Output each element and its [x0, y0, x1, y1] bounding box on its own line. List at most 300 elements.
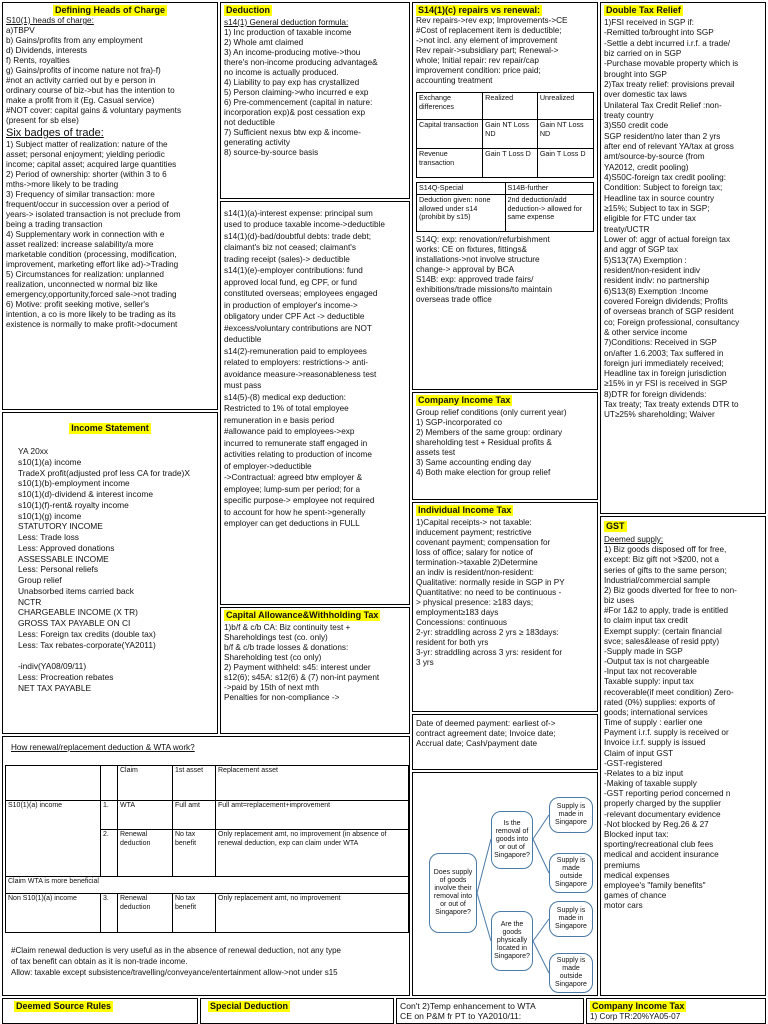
text-line: Blocked input tax:: [604, 829, 669, 839]
text-line: -GST-registered: [604, 758, 663, 768]
text-line: used to produce taxable income->deductible: [224, 220, 385, 230]
text-line: existence is normally to make profit->document: [6, 320, 178, 330]
text-line: 7) Sufficient nexus btw exp & income-: [224, 128, 361, 137]
income-statement-line: s10(1)(g) income: [18, 510, 82, 521]
income-statement-line: Less: Approved donations: [18, 542, 115, 553]
text-line: 8)DTR for foreign dividends:: [604, 389, 707, 399]
text-line: #allowance paid to employees->exp: [224, 427, 355, 437]
table-cell: 3.: [101, 894, 118, 933]
income-statement-line: -indiv(YA08/09/11): [18, 661, 87, 671]
income-statement-line: Less: Procreation rebates: [18, 671, 114, 682]
flow-question-removal: Is the removal of goods into or out of Singapore?: [491, 811, 533, 869]
text-line: 3)S50 credit code: [604, 121, 669, 131]
table-cell: Renewal deduction: [118, 894, 173, 933]
text-line: income; capital asset; acquired large quantities: [6, 160, 177, 170]
text-line: related to employers: restrictions-> anti-: [224, 358, 369, 368]
income-statement-line: NET TAX PAYABLE: [18, 682, 92, 693]
text-line: Shareholdings test (co. only): [224, 633, 328, 642]
text-line: assets test: [416, 448, 456, 457]
income-statement-line: [18, 650, 214, 661]
text-line: -Relates to a biz input: [604, 768, 684, 778]
gst-title: GST: [606, 521, 625, 531]
text-line: ≥15%; Subject to tax in SGP;: [604, 203, 710, 213]
income-statement-line: YA 20xx: [18, 446, 49, 456]
income-statement-line: s10(1)(d)-dividend & interest income: [18, 489, 153, 499]
gst-lines: [604, 535, 762, 911]
text-line: employee's "family benefits": [604, 880, 706, 890]
table-cell: S10(1)(a) income: [6, 801, 101, 877]
text-line: (present for sb else): [6, 116, 79, 125]
deduction-lines: [224, 18, 406, 158]
company-income-tax-bottom-panel: [586, 998, 766, 1024]
text-line: SGP resident/no later than 2 yrs: [604, 131, 721, 141]
wta-footer-line: of tax benefit can obtain as it is non-trade income.: [11, 957, 188, 967]
text-line: 6) Pre-commencement (capital in nature:: [224, 98, 373, 107]
text-line: 3-yr: straddling across 3 yrs: resident for: [416, 648, 563, 657]
text-line: asset; personal enjoyment; yielding periodic: [6, 150, 165, 160]
text-line: ->Contractual: agreed btw employer &: [224, 473, 363, 483]
text-line: incorporation exp)& post cessation exp: [224, 108, 366, 117]
table-cell: Revenue transaction: [417, 149, 483, 178]
text-line: to claim input tax credit: [604, 616, 688, 626]
text-line: employer can get deductions in FULL: [224, 519, 360, 529]
table-header: Unrealized: [537, 93, 593, 120]
text-line: and aggr of SGP tax: [604, 245, 679, 255]
capital-allowance-title: Capital Allowance&Withholding Tax: [226, 610, 379, 620]
wta-footer-line: #Claim renewal deduction is very useful as in the absence of renewal deduction, not any type: [11, 946, 341, 955]
repairs-panel: [412, 2, 598, 390]
flow-question-location: Are the goods physically located in Singapore?: [491, 911, 533, 971]
text-line: Unilateral Tax Credit Relief :non-: [604, 100, 722, 110]
text-line: -Making of taxable supply: [604, 779, 697, 789]
text-line: Deemed supply:: [604, 535, 664, 544]
text-line: remuneration in e basis period: [224, 415, 335, 425]
text-line: ≥15% in yr FSI is received in SGP: [604, 379, 728, 389]
text-line: termination->taxable 2)Determine: [416, 558, 538, 567]
text-line: contract agreement date; Invoice date;: [416, 729, 556, 738]
table-cell: 1.: [101, 801, 118, 830]
table-cell: Renewal deduction: [118, 830, 173, 877]
text-line: approved local fund, eg CPF, or fund: [224, 277, 357, 287]
income-statement-line: TradeX profit(adjusted prof less CA for trade)X: [18, 467, 190, 478]
income-statement-title: Income Statement: [71, 423, 149, 433]
text-line: S14Q: exp: renovation/refurbishment: [416, 234, 550, 244]
text-line: employee; lump-sum per period; for a: [224, 484, 361, 494]
text-line: -Remitted to/brought into SGP: [604, 28, 714, 38]
text-line: properly charged by the supplier: [604, 799, 721, 809]
text-line: s14(1)(e)-employer contributions: fund: [224, 266, 363, 276]
text-line: foreign juri immediately received;: [604, 358, 724, 368]
text-line: accounting treatment: [416, 76, 493, 85]
table-cell: WTA: [118, 801, 173, 830]
text-line: improvement condition: price paid;: [416, 66, 541, 75]
text-line: Headline tax in foreign jurisdiction: [604, 369, 727, 379]
text-line: ordinary course of biz->but has the intention to: [6, 86, 175, 95]
table-cell: Capital transaction: [417, 120, 483, 149]
heads-of-charge-title: Defining Heads of Charge: [54, 5, 165, 15]
text-line: 7)Conditions: Received in SGP: [604, 338, 717, 348]
text-line: b) Gains/profits from any employment: [6, 36, 143, 45]
text-line: 1)FSI received in SGP if:: [604, 18, 694, 27]
text-line: Rev repair->subsidiary part; Renewal->: [416, 46, 559, 55]
gst-panel: [600, 516, 766, 996]
income-statement-panel: [2, 412, 218, 734]
text-line: of overseas branch of SGP resident: [604, 307, 734, 317]
text-line: g) Gains/profits of income nature not fra)-f): [6, 66, 161, 75]
company-income-tax-bottom-title: Company Income Tax: [592, 1001, 685, 1011]
text-line: Qualitative: normally reside in SGP in PY: [416, 578, 565, 587]
text-line: > physical presence: ≥183 days;: [416, 598, 534, 607]
text-line: treaty country: [604, 110, 654, 120]
supply-flowchart: [412, 772, 598, 996]
table-header: Realized: [483, 93, 538, 120]
text-line: employment≥183 days: [416, 608, 499, 617]
income-statement-line: Less: Trade loss: [18, 532, 79, 542]
text-line: years-> isolated transaction is not preclude from: [6, 210, 181, 220]
text-line: Condition: Subject to foreign tax;: [604, 183, 723, 193]
capital-allowance-panel: [220, 607, 410, 734]
text-line: -Purchase movable property which is: [604, 59, 739, 69]
text-line: amt/source-by-source (from: [604, 152, 705, 162]
text-line: -Input tax not recoverable: [604, 667, 697, 677]
text-line: Time of supply : earlier one: [604, 718, 703, 728]
text-line: Claim of input GST: [604, 748, 674, 758]
deemed-source-title: Deemed Source Rules: [16, 1001, 112, 1011]
wta-footer-line: Allow: taxable except subsistence/travelling/conveyance/entertainment allow->not under s15: [11, 968, 338, 978]
text-line: Invoice i.r.f. supply is issued: [604, 738, 706, 748]
text-line: #NOT cover: capital gains & voluntary payments: [6, 106, 182, 115]
text-line: -Not blocked by Reg.26 & 27: [604, 819, 709, 829]
text-line: frequent/occur in succession over a period of: [6, 200, 169, 210]
table-cell: Deduction given: none allowed under s14 (prohibit by s15): [417, 194, 506, 231]
text-line: 5) Person claiming->who incurred e exp: [224, 88, 369, 97]
text-line: generating activity: [224, 138, 290, 147]
text-line: premiums: [604, 860, 640, 870]
text-line: not deductible: [224, 118, 275, 127]
table-cell: No tax benefit: [173, 830, 216, 877]
income-statement-line: Less: Tax rebates-corporate(YA2011): [18, 639, 156, 650]
text-line: in production of employer's income->: [224, 300, 358, 310]
text-line: #not an activity carried out by e person in: [6, 76, 156, 85]
text-line: YA2012, credit pooling): [604, 162, 689, 172]
text-line: exhibitions/trade missions/to maintain: [416, 284, 553, 294]
text-line: whole; Initial repair: rev repair/cap: [416, 56, 539, 65]
text-line: 2-yr: straddling across 2 yrs ≥ 183days:: [416, 628, 559, 637]
text-line: UT≥25% shareholding; Waiver: [604, 410, 715, 420]
text-line: 3) An income-producing motive->thou: [224, 48, 361, 57]
text-line: 8) source-by-source basis: [224, 148, 319, 157]
text-line: claimant's biz not ceased; claimant's: [224, 243, 356, 253]
special-deduction-title: Special Deduction: [210, 1001, 289, 1011]
text-line: Date of deemed payment: earliest of->: [416, 719, 556, 728]
table-cell: No tax benefit: [173, 894, 216, 933]
text-line: motor cars: [604, 901, 643, 911]
table-header: 1st asset: [173, 766, 216, 801]
text-line: 6)S13(8) Exemption :Income: [604, 286, 709, 296]
company-income-tax-lines: [416, 408, 594, 478]
text-line: Rev repairs->rev exp; Improvements->CE: [416, 16, 568, 25]
text-line: covered Foreign dividends; Profits: [604, 296, 728, 306]
table-cell: Claim WTA is more beneficial: [6, 877, 409, 894]
text-line: d) Dividends, interests: [6, 46, 87, 55]
text-line: 2) Whole amt claimed: [224, 38, 304, 47]
wta-panel: [2, 736, 410, 996]
text-line: #excess/voluntary contributions are NOT: [224, 323, 372, 333]
text-line: after end of relevant YA/tax at gross: [604, 141, 734, 151]
double-tax-relief-title: Double Tax Relief: [606, 5, 681, 15]
text-line: Penalties for non-compliance ->: [224, 693, 340, 702]
text-line: s14(1)(d)-bad/doubtful debts: trade debt;: [224, 231, 372, 241]
flow-result-outside-sg: Supply is made outside Singapore: [549, 853, 593, 893]
deduction-title: Deduction: [226, 5, 270, 15]
text-line: 2) Members of the same group: ordinary: [416, 428, 563, 437]
deemed-payment-lines: [416, 719, 594, 749]
individual-income-tax-lines: [416, 518, 594, 668]
repairs-title: S14(1)(c) repairs vs renewal:: [418, 5, 541, 15]
table-cell: Full amt=replacement+improvement: [216, 801, 409, 830]
text-line: obligatory under CPF Act -> deductible: [224, 312, 365, 322]
text-line: Tax treaty; Tax treaty extends DTR to: [604, 400, 739, 410]
flow-result-outside-sg: Supply is made outside Singapore: [549, 953, 593, 993]
income-statement-line: s10(1)(f)-rent& royalty income: [18, 499, 129, 510]
text-line: b/f & c/b trade losses & donations:: [224, 643, 349, 652]
deemed-source-panel: [2, 998, 198, 1024]
text-line: 4)S50C-foreign tax credit pooling:: [604, 172, 726, 182]
income-statement-line: s10(1)(a) income: [18, 456, 82, 467]
s14q-notes: [416, 235, 594, 305]
double-tax-relief-panel: [600, 2, 766, 514]
capital-allowance-lines: [224, 623, 406, 703]
income-statement-line: GROSS TAX PAYABLE ON CI: [18, 618, 131, 628]
text-line: 1) Subject matter of realization: nature of the: [6, 140, 168, 150]
text-line: recoverable(if meet condition) Zero-: [604, 687, 734, 697]
text-line: Group relief conditions (only current year): [416, 408, 567, 417]
wta-title: How renewal/replacement deduction & WTA work?: [11, 743, 195, 752]
text-line: eligible for FTC under tax: [604, 214, 696, 224]
text-line: realization, unconnected w normal biz like: [6, 280, 158, 290]
text-line: works: CE on fixtures, fittings&: [416, 244, 528, 254]
text-line: change-> approval by BCA: [416, 264, 515, 274]
text-line: s14(1) General deduction formula:: [224, 18, 349, 27]
text-line: s14(2)-remuneration paid to employees: [224, 346, 367, 356]
text-line: over domestic tax laws: [604, 90, 687, 100]
text-line: specific purpose-> employee not required: [224, 496, 375, 506]
income-statement-line: Less: Foreign tax credits (double tax): [18, 628, 156, 639]
text-line: Lower of: aggr of actual foreign tax: [604, 234, 731, 244]
text-line: 5)S13(7A) Exemption :: [604, 255, 687, 265]
text-line: 1) Biz goods disposed off for free,: [604, 545, 727, 555]
table-cell: Full amt: [173, 801, 216, 830]
text-line: -GST reporting period concerned n: [604, 789, 731, 799]
income-statement-line: NCTR: [18, 596, 42, 607]
text-line: medical expenses: [604, 870, 670, 880]
table-cell: Only replacement amt, no improvement: [216, 894, 409, 933]
text-line: trading receipt (sales)-> deductible: [224, 254, 350, 264]
text-line: 1)b/f & c/b CA: Biz continuity test +: [224, 623, 351, 632]
text-line: Shareholding test (co only): [224, 653, 322, 662]
repairs-lines: [416, 16, 594, 86]
income-statement-line: ASSESSABLE INCOME: [18, 553, 109, 564]
table-cell: [101, 766, 118, 801]
company-income-tax-title: Company Income Tax: [418, 395, 511, 405]
text-line: 4) Supplementary work in connection with e: [6, 230, 165, 240]
table-cell: Non S10(1)(a) income: [6, 894, 101, 933]
text-line: resident/non-resident indiv: [604, 265, 701, 275]
text-line: Quantitative: no need to be continuous -: [416, 588, 562, 597]
text-line: series of gifts to the same person;: [604, 565, 727, 575]
table-cell: Only replacement amt, no improvement (in absence of renewal deduction, exp can claim under WTA: [216, 830, 409, 877]
table-cell: [6, 766, 101, 801]
wta-table: [5, 765, 409, 933]
text-line: shareholding test + Residual profits &: [416, 438, 552, 447]
double-tax-relief-lines: [604, 18, 762, 421]
text-line: Taxable supply: input tax: [604, 677, 694, 687]
deduction-panel: [220, 2, 410, 199]
text-line: 1)Capital receipts-> not taxable:: [416, 518, 532, 527]
s14q-table: [416, 182, 594, 232]
heads-of-charge-lines: [6, 16, 214, 126]
deemed-payment-panel: [412, 714, 598, 770]
corp-tax-rate-line: 1) Corp TR:20%YA05-07: [590, 1012, 681, 1021]
text-line: 1) SGP-incorporated co: [416, 418, 503, 427]
text-line: Industrial/commercial sample: [604, 575, 711, 585]
table-header: S14B-further: [505, 183, 594, 195]
text-line: 1) Inc production of taxable income: [224, 28, 352, 37]
text-line: being a trading transaction: [6, 220, 103, 230]
text-line: #Cost of replacement item is deductible;: [416, 26, 562, 35]
text-line: 3 yrs: [416, 658, 434, 667]
badges-lines: [6, 140, 214, 330]
s14-details-panel: [220, 201, 410, 605]
income-statement-line: Group relief: [18, 575, 62, 585]
text-line: of employer->deductible: [224, 461, 312, 471]
table-header: S14Q-Special: [417, 183, 506, 195]
text-line: constituted overseas; employees engaged: [224, 289, 378, 299]
text-line: 4) Liability to pay exp has crystallized: [224, 78, 360, 87]
text-line: 3) Same accounting ending day: [416, 458, 532, 467]
text-line: except: Biz gift not >$200, not a: [604, 555, 719, 565]
flow-question-main: Does supply of goods involve their removal into or out of Singapore?: [429, 853, 477, 933]
text-line: Exempt supply: (certain financial: [604, 626, 722, 636]
text-line: must pass: [224, 381, 262, 391]
text-line: Restricted to 1% of total employee: [224, 404, 349, 414]
text-line: a)TBPV: [6, 26, 35, 35]
text-line: games of chance: [604, 891, 667, 901]
text-line: activities relating to production of income: [224, 450, 372, 460]
table-header: Claim: [118, 766, 173, 801]
text-line: -relevant documentary evidence: [604, 809, 721, 819]
text-line: resident indiv: no partnership: [604, 276, 710, 286]
special-deduction-panel: [200, 998, 394, 1024]
table-cell: Gain T Loss D: [537, 149, 593, 178]
income-statement-line: STATUTORY INCOME: [18, 521, 103, 532]
flow-result-in-sg: Supply is made in Singapore: [549, 901, 593, 937]
table-cell: Gain NT Loss ND: [537, 120, 593, 149]
text-line: on/after 1.6.2003; Tax suffered in: [604, 348, 724, 358]
table-cell: Gain T Loss D: [483, 149, 538, 178]
text-line: there's non-income producing advantage&: [224, 58, 378, 67]
text-line: -Settle a debt incurred i.r.f. a trade/: [604, 38, 731, 48]
individual-income-tax-title: Individual Income Tax: [418, 505, 512, 515]
income-statement-line: CHARGEABLE INCOME (X TR): [18, 607, 138, 618]
text-line: s14(5)-(8) medical exp deduction:: [224, 392, 346, 402]
text-line: emergency,opportunity,forced sale->not trading: [6, 290, 177, 300]
income-statement-line: Less: Personal reliefs: [18, 564, 99, 575]
text-line: co; Foreign professional, consultancy: [604, 317, 740, 327]
text-line: to account for how he spent->generally: [224, 507, 366, 517]
text-line: treaty/UCTR: [604, 224, 650, 234]
table-cell: 2nd deduction/add deduction-> allowed for same expense: [505, 194, 594, 231]
wta-continued-line: CE on P&M fr PT to YA2010/11:: [400, 1011, 522, 1022]
text-line: overseas trade office: [416, 294, 492, 304]
text-line: svce; sales&lease of resid ppty): [604, 636, 720, 646]
text-line: improvement, marketing effort like ad)->Trading: [6, 260, 179, 270]
s14-details-lines: [224, 208, 406, 530]
text-line: f) Rents, royalties: [6, 56, 70, 65]
individual-income-tax-panel: [412, 502, 598, 712]
text-line: 4) Both make election for group relief: [416, 468, 551, 477]
text-line: resident for both yrs: [416, 638, 489, 647]
text-line: brought into SGP: [604, 69, 667, 79]
wta-continued-panel: [396, 998, 584, 1024]
text-line: S10(1) heads of charge:: [6, 16, 94, 25]
text-line: Payment i.r.f. supply is received or: [604, 728, 729, 738]
text-line: mths->more likely to be trading: [6, 180, 119, 190]
text-line: s14(1)(a)-interest expense: principal sum: [224, 209, 373, 218]
text-line: rated (0%) supplies: exports of: [604, 697, 716, 707]
text-line: asset realized: increase salability/a more: [6, 240, 154, 250]
exchange-differences-table: [416, 92, 594, 178]
text-line: 2) Period of ownership: shorter (within 3 to 6: [6, 170, 167, 180]
text-line: goods; international services: [604, 707, 708, 717]
text-line: marketable condition (processing, modification,: [6, 250, 177, 260]
text-line: S14B: exp: approved trade fairs/: [416, 274, 534, 284]
text-line: biz uses: [604, 596, 635, 606]
text-line: incurred to remunerate staff engaged in: [224, 438, 368, 448]
text-line: Headline tax in source country: [604, 193, 715, 203]
badges-title: Six badges of trade:: [6, 127, 104, 139]
text-line: Accrual date; Cash/payment date: [416, 739, 538, 748]
table-cell: Gain NT Loss ND: [483, 120, 538, 149]
text-line: 2) Payment withheld: s45: interest under: [224, 663, 371, 672]
text-line: 2)Tax treaty relief: provisions prevail: [604, 79, 735, 89]
text-line: medical and accident insurance: [604, 850, 719, 860]
text-line: 5) Circumstances for realization: unplanned: [6, 270, 164, 280]
text-line: inducement payment; restrictive: [416, 528, 532, 537]
income-statement-line: s10(1)(b)-employment income: [18, 478, 130, 489]
income-statement-lines: [6, 446, 214, 693]
text-line: loss of office; salary for notice of: [416, 548, 533, 557]
text-line: Concessions: continuous: [416, 618, 508, 627]
text-line: an indiv is resident/non-resident:: [416, 568, 534, 577]
text-line: -Supply made in SGP: [604, 646, 683, 656]
wta-continued-line: Con't 2)Temp enhancement to WTA: [400, 1001, 536, 1011]
company-income-tax-panel: [412, 392, 598, 500]
text-line: 6) Motive: profit seeking motive, seller's: [6, 300, 150, 310]
income-statement-line: Unabsorbed items carried back: [18, 585, 134, 596]
text-line: s12(6); s45A: s12(6) & (7) non-int payment: [224, 673, 380, 682]
text-line: avoidance measure->reasonableness test: [224, 369, 377, 379]
text-line: covenant payment; compensation for: [416, 538, 551, 547]
text-line: installations->not involve structure: [416, 254, 540, 264]
table-header: Exchange differences: [417, 93, 483, 120]
table-header: Replacement asset: [216, 766, 409, 801]
text-line: ->paid by 15th of next mth: [224, 683, 319, 692]
heads-of-charge-panel: [2, 2, 218, 410]
text-line: & other service income: [604, 327, 688, 337]
text-line: 2) Biz goods diverted for free to non-: [604, 585, 737, 595]
table-cell: 2.: [101, 830, 118, 877]
